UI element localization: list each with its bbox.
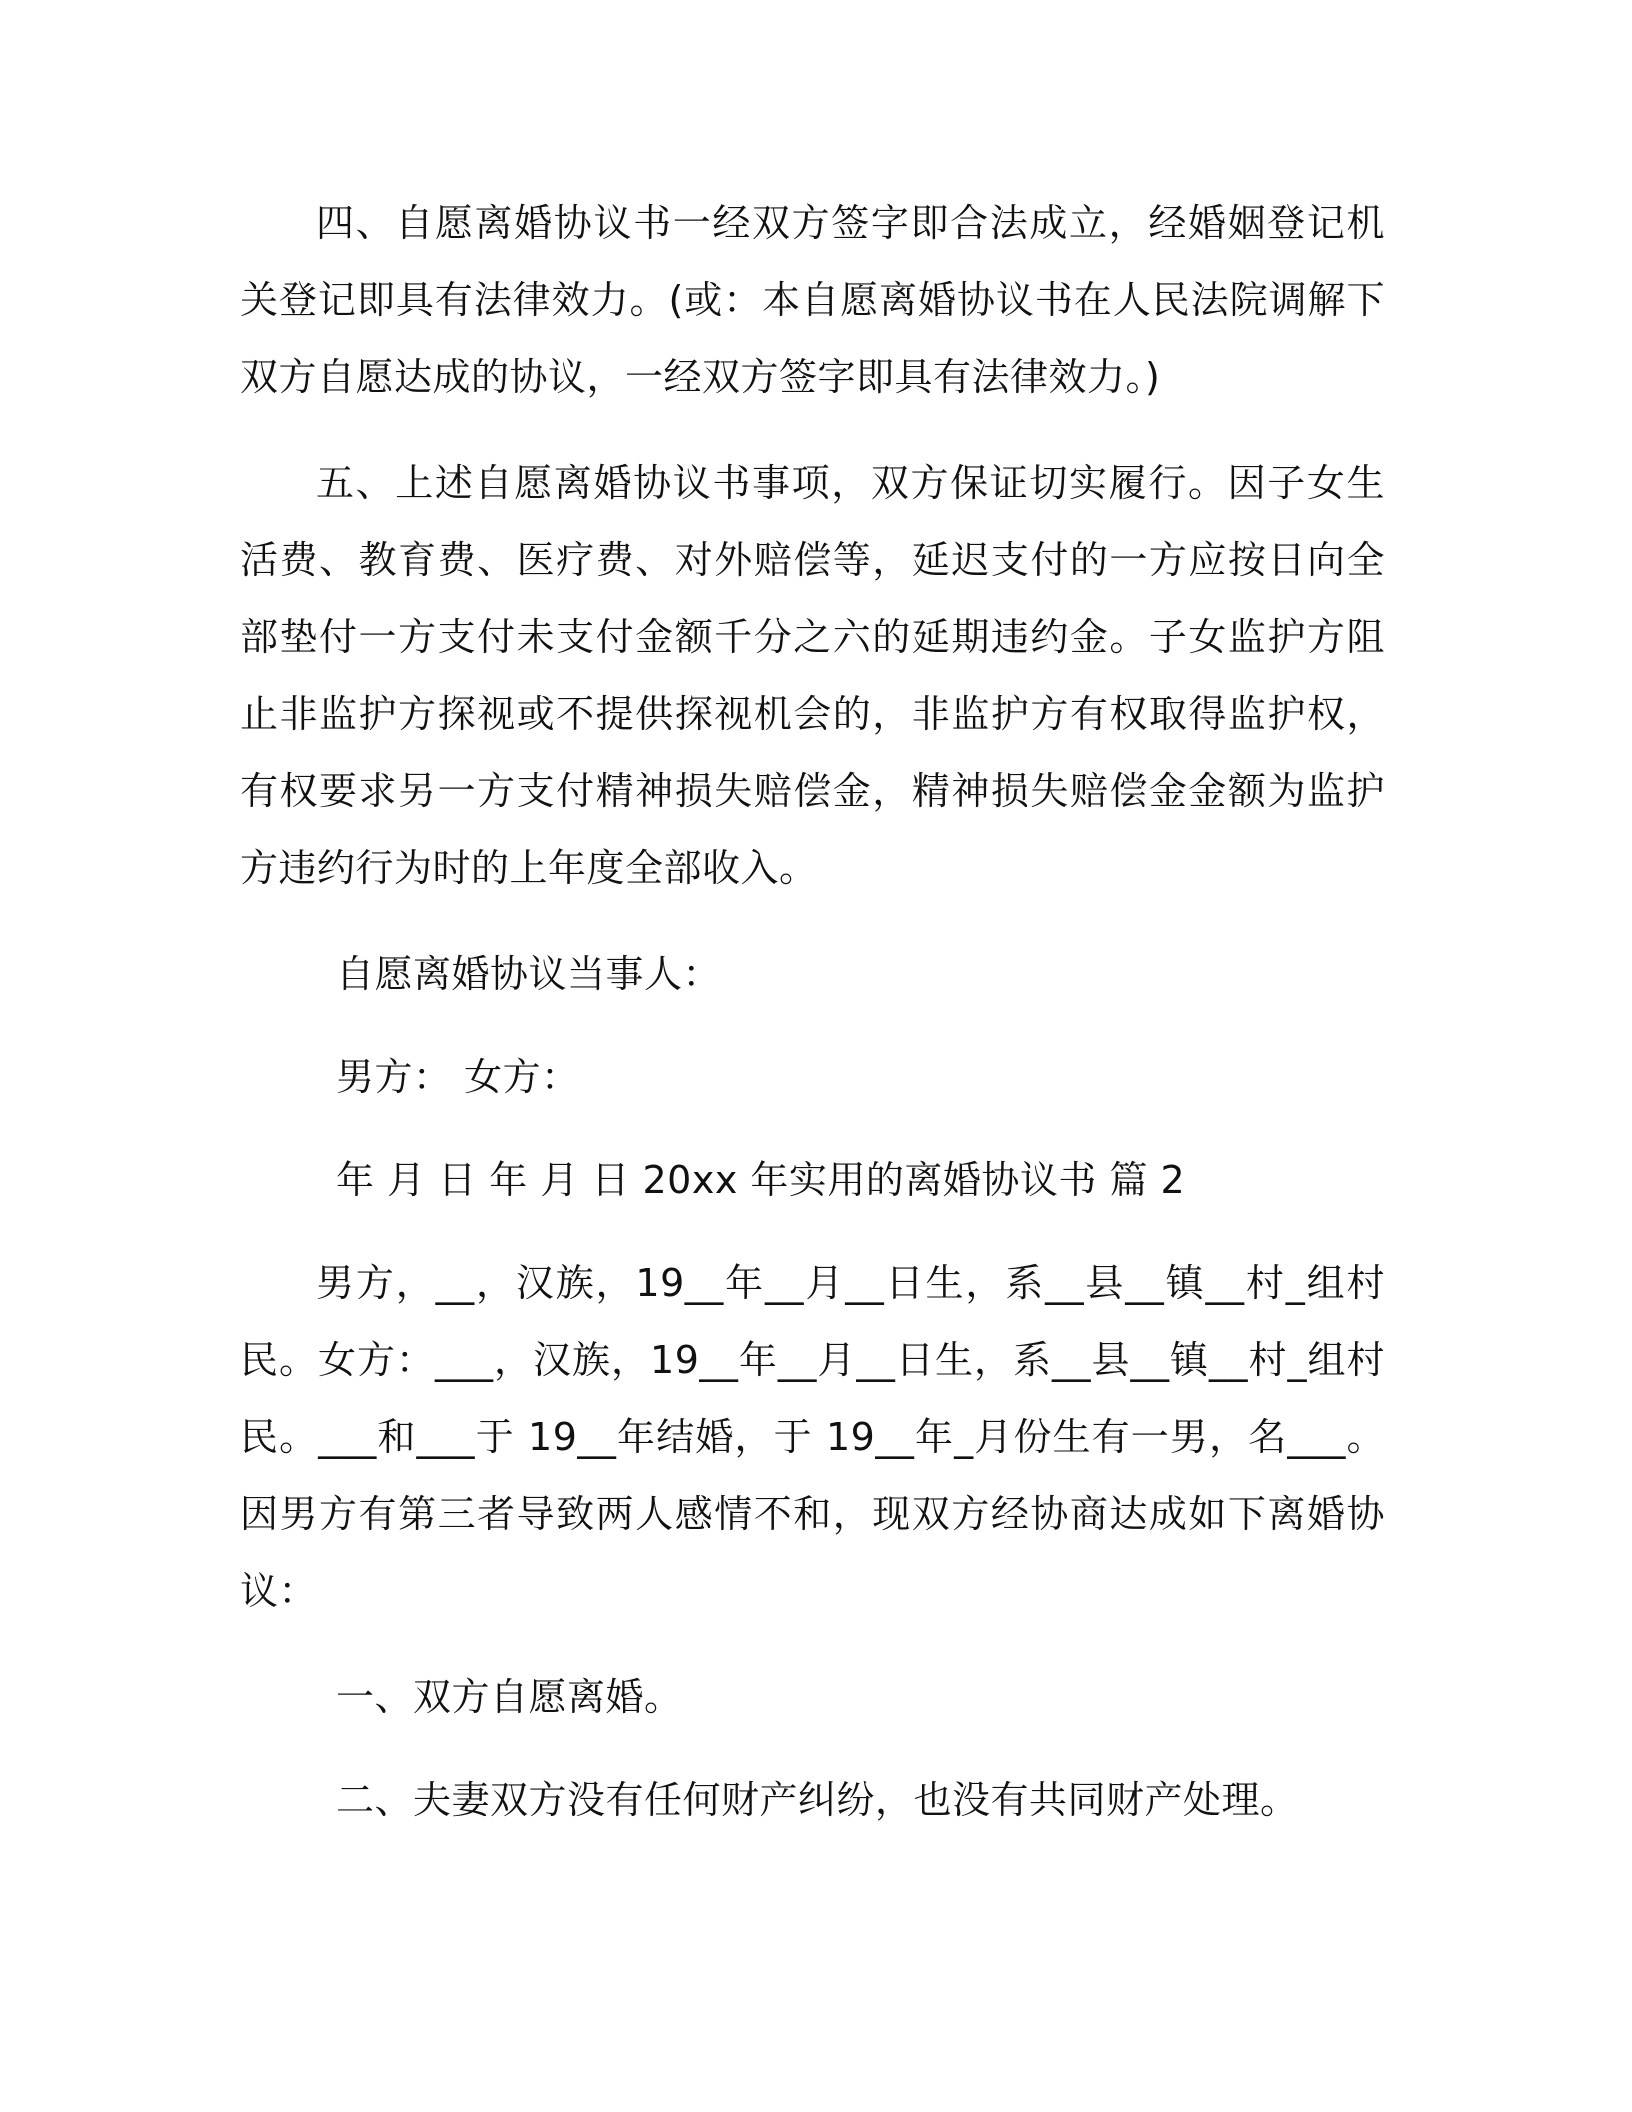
date-and-section-title: 年 月 日 年 月 日 20xx 年实用的离婚协议书 篇 2 xyxy=(336,1158,1186,1202)
signature-line: 男方： 女方： xyxy=(336,1055,580,1099)
agreement-item-2: 二、夫妻双方没有任何财产纠纷，也没有共同财产处理。 xyxy=(336,1778,1299,1822)
document-body xyxy=(240,185,1385,1865)
paragraph-article-4: 四、自愿离婚协议书一经双方签字即合法成立，经婚姻登记机关登记即具有法律效力。(或：本自愿离婚协议书在人民法院调解下双方自愿达成的协议，一经双方签字即具有法律效力。) xyxy=(240,201,1385,399)
agreement-item-1: 一、双方自愿离婚。 xyxy=(336,1675,683,1719)
paragraph-article-5: 五、上述自愿离婚协议书事项，双方保证切实履行。因子女生活费、教育费、医疗费、对外赔偿等，延迟支付的一方应按日向全部垫付一方支付未支付金额千分之六的延期违约金。子女监护方阻止非监护方探视或不提供探视机会的，非监护方有权取得监护权，有权要求另一方支付精神损失赔偿金，精神损失赔偿金金额为监护方违约行为时的上年度全部收入。 xyxy=(240,461,1385,890)
parties-heading: 自愿离婚协议当事人： xyxy=(336,952,722,996)
paragraph-intro: 男方，__，汉族，19__年__月__日生，系__县__镇__村_组村民。女方：___，汉族，19__年__月__日生，系__县__镇__村_组村民。___和___于 19__年结婚，于 19__年_月份生有一男，名___。因男方有第三者导致两人感情不和，现双方经协商达成如下离婚协议： xyxy=(240,1261,1385,1613)
